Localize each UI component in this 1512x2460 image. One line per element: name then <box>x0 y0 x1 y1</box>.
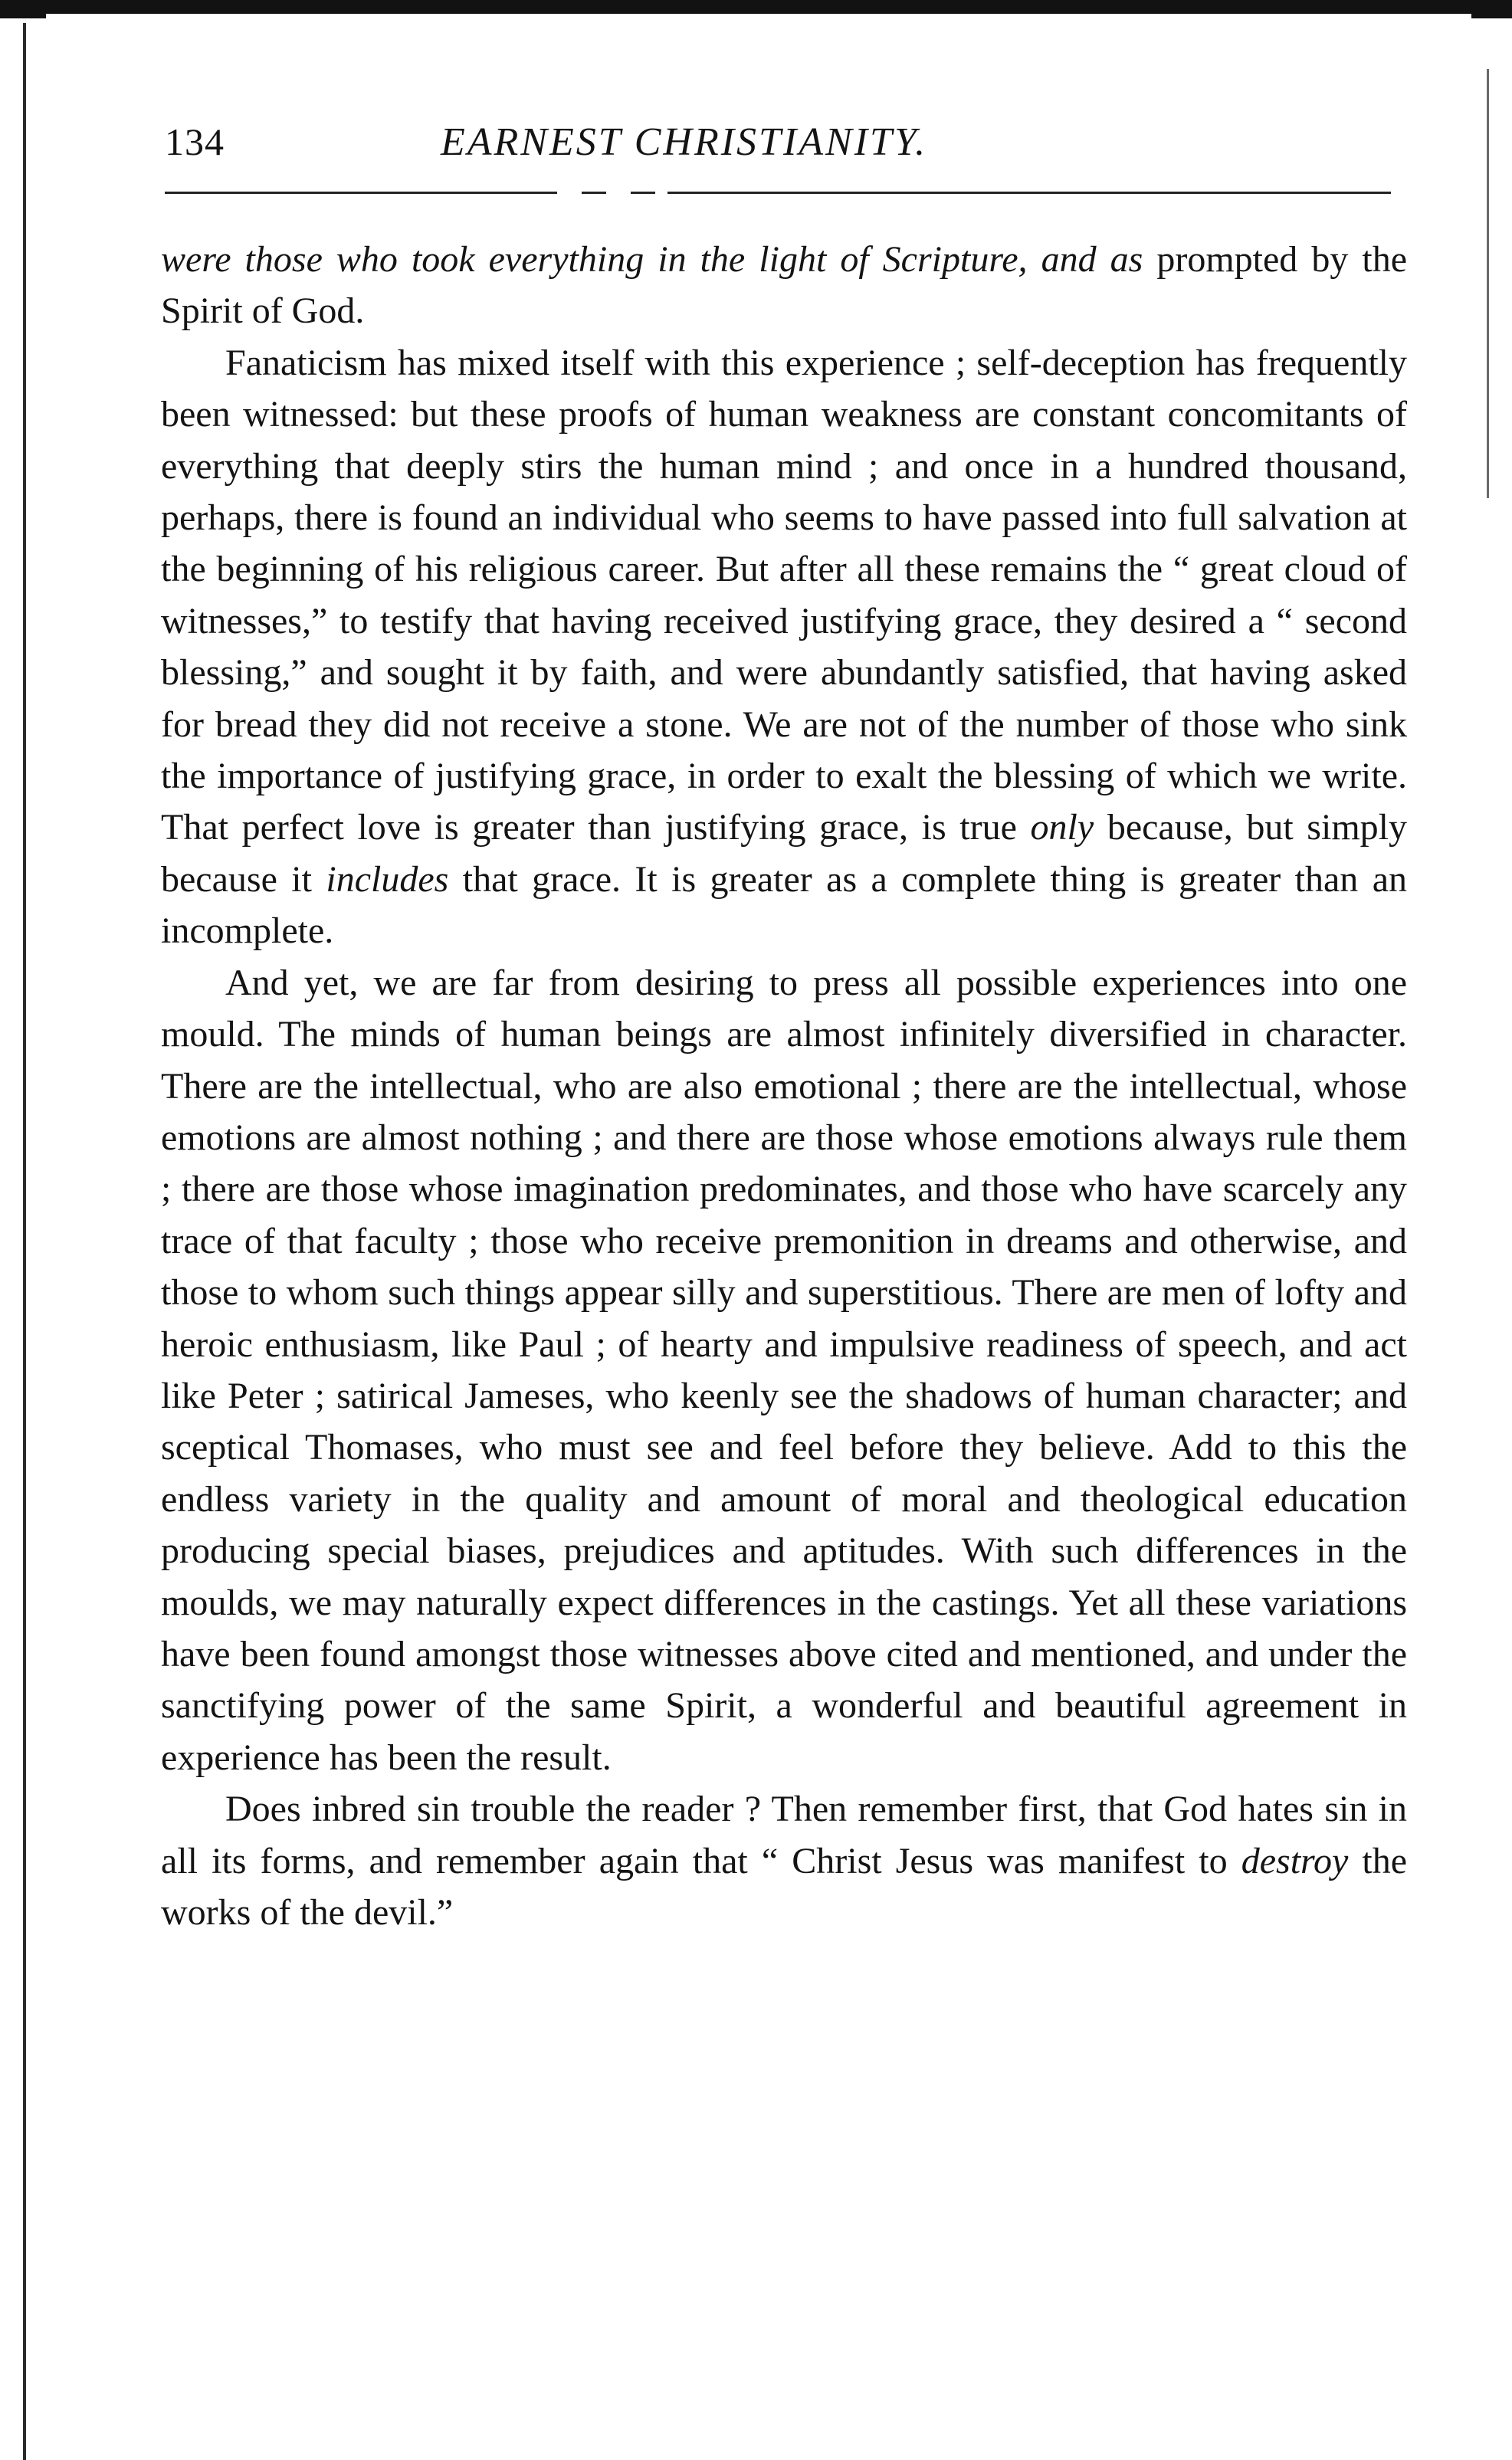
header-rule <box>165 192 1391 194</box>
paragraph <box>161 957 1407 1784</box>
page-number: 134 <box>165 120 225 163</box>
italic-text-run: destroy <box>1241 1840 1349 1881</box>
text-run: the works of the devil.” <box>161 1840 1408 1933</box>
text-run: that grace. It is greater as a complete thing is greater than an incomplete. <box>161 858 1407 952</box>
text-run: Does inbred sin trouble the reader ? Then remember first, that God hates sin in all its forms, and remember again that “ Christ Jesus was manifest to <box>161 1789 1407 1881</box>
text-run: because, but simply because it <box>161 807 1407 900</box>
italic-text-run: were those who took everything in the light of Scripture, and as <box>161 239 1143 280</box>
running-head <box>165 113 1391 175</box>
text-run: prompted by the Spirit of God. <box>161 239 1407 332</box>
text-run: And yet, we are far from desiring to press all possible experiences into one mould. The minds of human beings are almost infinitely diversified in character. There are the intellectual, who are also emotional ; there are the intellectual, whose emotions are almost nothing ; and there are those whose emotions always rule them ; there are those whose imagination predominates, and those who have scarcely any trace of that faculty ; those who receive premonition in dreams and otherwise, and those to whom such things appear silly and superstitious. There are men of lofty and heroic enthusiasm, like Paul ; of hearty and impulsive readiness of speech, and act like Peter ; satirical Jameses, who keenly see the shadows of human character; and sceptical Thomases, who must see and feel before they believe. Add to this the endless variety in the quality and amount of moral and theological education producing special biases, prejudices and aptitudes. With such differences in the moulds, we may naturally expect differences in the castings. Yet all these variations have been found amongst those witnesses above cited and mentioned, and under the sanctifying power of the same Spirit, a wonderful and beautiful agreement in experience has been the result. <box>161 962 1407 1778</box>
body-text <box>161 234 1407 1938</box>
paragraph <box>161 1783 1407 1938</box>
italic-text-run: includes <box>326 858 449 900</box>
running-title: EARNEST CHRISTIANITY. <box>441 120 928 164</box>
text-run: Fanaticism has mixed itself with this experience ; self-deception has frequently been witnessed: but these proofs of human weakness are constant concomitants of everything that deeply stirs the human mind ; and once in a hundred thousand, perhaps, there is found an individual who seems to have passed into full salvation at the beginning of his religious career. But after all these remains the “ great cloud of witnesses,” to testify that having received justifying grace, they desired a “ second blessing,” and sought it by faith, and were abundantly satisfied, that having asked for bread they did not receive a stone. We are not of the number of those who sink the importance of justifying grace, in order to exalt the blessing of which we write. That perfect love is greater than justifying grace, is true <box>161 342 1407 848</box>
paragraph <box>161 337 1407 957</box>
paragraph <box>161 234 1407 337</box>
italic-text-run: only <box>1030 807 1094 848</box>
